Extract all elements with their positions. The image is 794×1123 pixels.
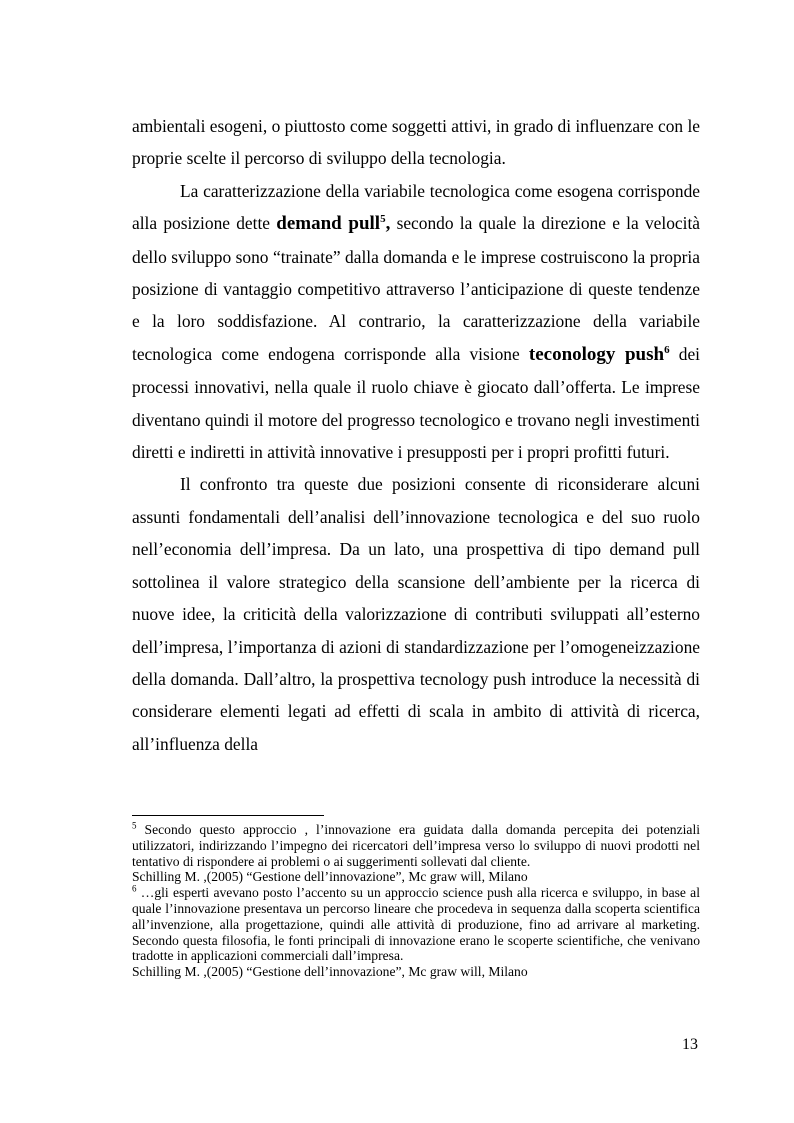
footnote-5-text: Secondo questo approccio , l’innovazione era guidata dalla domanda percepita dei potenziali utilizzatori, indirizzando l’impegno dei ricercatori dell’impresa verso lo sviluppo di nuovi prodotti nel tentativo di rispondere ai problemi o ai suggerimenti sollevati dal cliente. — [132, 822, 700, 869]
paragraph-2-text-c: dei processi innovativi, nella quale il ruolo chiave è giocato dall’offerta. Le imprese diventano quindi il motore del progresso tecnologico e trovano negli investimenti diretti e indiretti in attività innovative i presupposti per i propri profitti futuri. — [132, 343, 700, 463]
body-text — [132, 110, 700, 760]
footnote-6 — [132, 885, 700, 964]
footnote-ref-6: 6 — [664, 344, 670, 357]
term-comma: , — [385, 213, 391, 235]
footnote-5-number: 5 — [132, 820, 137, 831]
page-number: 13 — [682, 1036, 698, 1053]
footnote-5 — [132, 822, 700, 869]
paragraph-1: ambientali esogeni, o piuttosto come soggetti attivi, in grado di influenzare con le proprie scelte il percorso di sviluppo della tecnologia. — [132, 116, 700, 169]
footnote-ref-5: 5 — [380, 213, 386, 226]
term-demand-pull: demand pull — [276, 213, 381, 235]
paragraph-2 — [132, 175, 700, 469]
footnote-5-source: Schilling M. ,(2005) “Gestione dell’innovazione”, Mc graw will, Milano — [132, 869, 528, 885]
footnotes — [132, 822, 700, 980]
footnote-6-number: 6 — [132, 883, 137, 894]
paragraph-3: Il confronto tra queste due posizioni consente di riconsiderare alcuni assunti fondamentali dell’analisi dell’innovazione tecnologica e del suo ruolo nell’economia dell’impresa. Da un lato, una prospettiva di tipo demand pull sottolinea il valore strategico della scansione dell’ambiente per la ricerca di nuove idee, la criticità della valorizzazione di contributi sviluppati all’esterno dell’impresa, l’importanza di azioni di standardizzazione per l’omogeneizzazione della domanda. Dall’altro, la prospettiva tecnology push introduce la necessità di considerare elementi legati ad effetti di scala in ambito di attività di ricerca, all’influenza della — [132, 474, 700, 754]
footnote-6-text: …gli esperti avevano posto l’accento su un approccio science push alla ricerca e sviluppo, in base al quale l’innovazione presentava un percorso lineare che procedeva in sequenza dalla scoperta scientifica all’invenzione, alla progettazione, quindi alle attività di produzione, fino ad arrivare al marketing. Secondo questa filosofia, le fonti principali di innovazione erano le scoperte scientifiche, che venivano tradotte in applicazioni commerciali dall’impresa. — [132, 885, 700, 964]
footnote-6-source: Schilling M. ,(2005) “Gestione dell’innovazione”, Mc graw will, Milano — [132, 964, 528, 980]
term-teconology-push: teconology push — [528, 343, 665, 365]
paragraph-2-text-a: La caratterizzazione della variabile tecnologica come esogena corrisponde alla posizione dette — [132, 180, 700, 234]
footnote-divider — [132, 815, 324, 816]
paragraph-2-text-b: secondo la quale la direzione e la velocità dello sviluppo sono “trainate” dalla domanda e le imprese costruiscono la propria posizione di vantaggio competitivo attraverso l’anticipazione di queste tendenze e la loro soddisfazione. Al contrario, la caratterizzazione della variabile tecnologica come endogena corrisponde alla visione — [132, 213, 701, 364]
